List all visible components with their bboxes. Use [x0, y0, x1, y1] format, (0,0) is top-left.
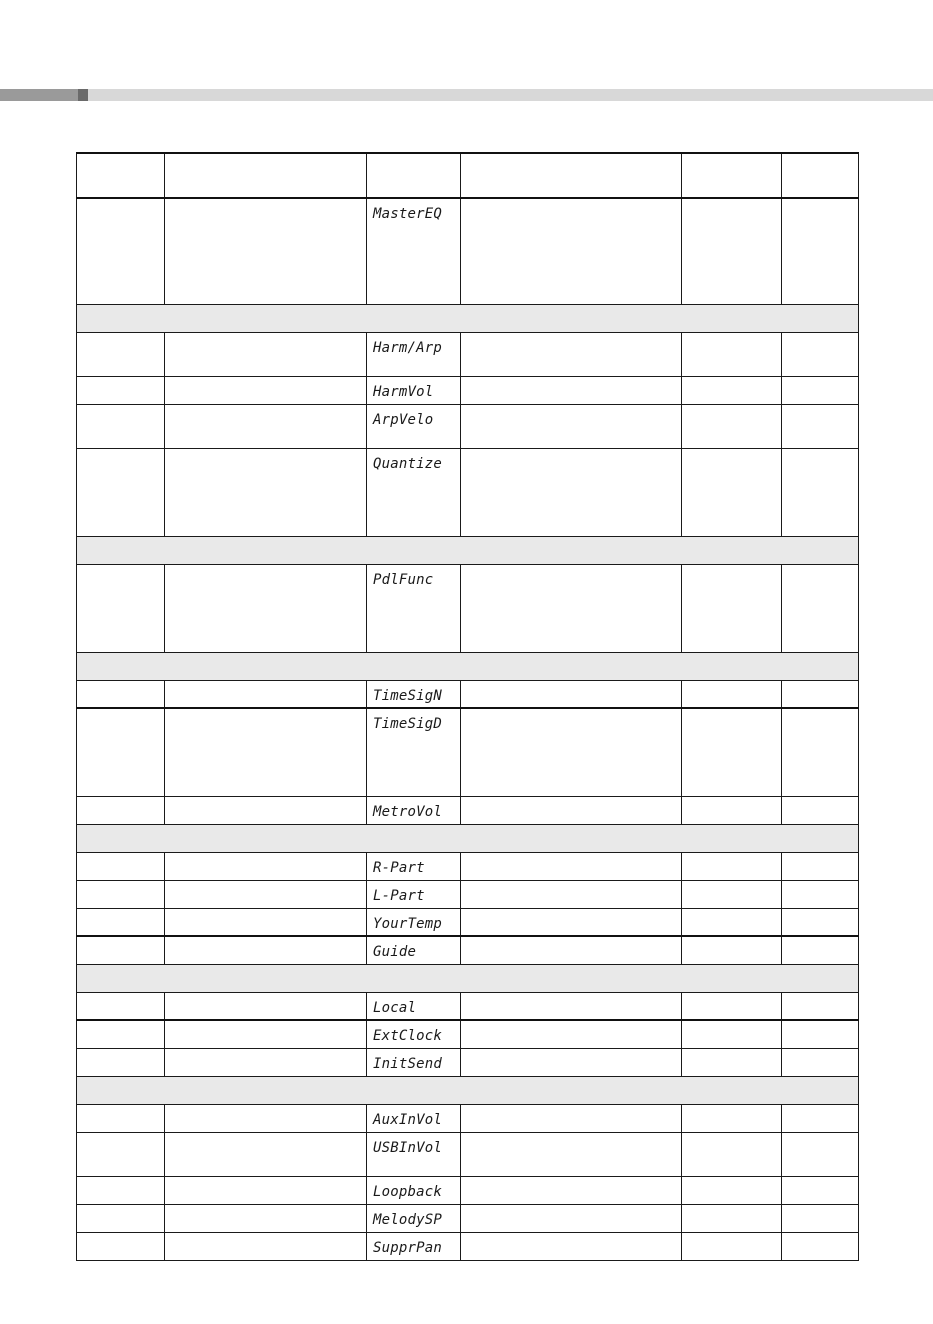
table-cell	[77, 708, 165, 796]
table-cell	[682, 880, 782, 908]
header-cell	[682, 153, 782, 198]
display-name-cell: SupprPan	[367, 1232, 461, 1260]
table-row	[77, 1104, 859, 1132]
table-row	[77, 1176, 859, 1204]
table-row	[77, 448, 859, 536]
table-cell	[461, 564, 682, 652]
section-header-cell	[77, 536, 859, 564]
table-cell	[682, 1020, 782, 1048]
table-cell	[782, 404, 859, 448]
table-cell	[77, 1048, 165, 1076]
table-row	[77, 564, 859, 652]
table-cell	[77, 1232, 165, 1260]
table-cell	[782, 992, 859, 1020]
function-parameter-table	[76, 152, 859, 1261]
section-header-row	[77, 536, 859, 564]
table-cell	[682, 796, 782, 824]
table-cell	[782, 908, 859, 936]
table-cell	[461, 198, 682, 304]
display-name-cell: ArpVelo	[367, 404, 461, 448]
table-cell	[782, 1048, 859, 1076]
page-header-bar	[0, 89, 933, 101]
table-cell	[461, 332, 682, 376]
table-row	[77, 1232, 859, 1260]
section-header-row	[77, 304, 859, 332]
table-cell	[165, 852, 367, 880]
display-name-cell: MelodySP	[367, 1204, 461, 1232]
table-cell	[682, 198, 782, 304]
table-row	[77, 1048, 859, 1076]
table-row	[77, 376, 859, 404]
table-row	[77, 1204, 859, 1232]
table-cell	[165, 1048, 367, 1076]
display-name-cell: Harm/Arp	[367, 332, 461, 376]
table-row	[77, 708, 859, 796]
header-bar-light-segment	[88, 89, 933, 101]
table-cell	[77, 1020, 165, 1048]
table-row	[77, 796, 859, 824]
display-name-cell: Guide	[367, 936, 461, 964]
table-cell	[682, 852, 782, 880]
header-bar-dark-segment	[0, 89, 78, 101]
table-cell	[165, 1204, 367, 1232]
table-cell	[461, 708, 682, 796]
table-cell	[782, 680, 859, 708]
table-cell	[77, 880, 165, 908]
table-cell	[782, 1020, 859, 1048]
header-cell	[782, 153, 859, 198]
table-cell	[461, 992, 682, 1020]
table-cell	[682, 1176, 782, 1204]
table-cell	[77, 376, 165, 404]
table-cell	[165, 1176, 367, 1204]
table-cell	[165, 1104, 367, 1132]
table-cell	[77, 1104, 165, 1132]
table-cell	[165, 680, 367, 708]
table-cell	[461, 880, 682, 908]
table-cell	[165, 332, 367, 376]
header-bar-marker	[78, 89, 88, 101]
table-cell	[77, 992, 165, 1020]
header-cell	[77, 153, 165, 198]
table-cell	[77, 564, 165, 652]
table-cell	[782, 1132, 859, 1176]
table-cell	[461, 1132, 682, 1176]
table-cell	[782, 564, 859, 652]
table-cell	[682, 1232, 782, 1260]
table-cell	[682, 1204, 782, 1232]
table-row	[77, 198, 859, 304]
table-cell	[682, 448, 782, 536]
table-cell	[782, 332, 859, 376]
table-cell	[77, 680, 165, 708]
table-row	[77, 332, 859, 376]
table-cell	[77, 198, 165, 304]
table-cell	[165, 198, 367, 304]
section-header-row	[77, 652, 859, 680]
table-cell	[77, 404, 165, 448]
display-name-cell: Local	[367, 992, 461, 1020]
header-cell	[367, 153, 461, 198]
display-name-cell: AuxInVol	[367, 1104, 461, 1132]
table-row	[77, 880, 859, 908]
table-cell	[782, 448, 859, 536]
table-cell	[461, 376, 682, 404]
table-cell	[77, 796, 165, 824]
display-name-cell: TimeSigD	[367, 708, 461, 796]
table-cell	[165, 1020, 367, 1048]
table-cell	[165, 936, 367, 964]
table-cell	[461, 404, 682, 448]
table-cell	[165, 708, 367, 796]
table-cell	[782, 198, 859, 304]
table-cell	[461, 796, 682, 824]
table-cell	[77, 1204, 165, 1232]
display-name-cell: MasterEQ	[367, 198, 461, 304]
display-name-cell: YourTemp	[367, 908, 461, 936]
table-cell	[682, 376, 782, 404]
section-header-row	[77, 1076, 859, 1104]
display-name-cell: Quantize	[367, 448, 461, 536]
display-name-cell: InitSend	[367, 1048, 461, 1076]
table-cell	[782, 852, 859, 880]
table-cell	[165, 880, 367, 908]
table-cell	[165, 1132, 367, 1176]
table-cell	[682, 1048, 782, 1076]
table-cell	[461, 448, 682, 536]
display-name-cell: PdlFunc	[367, 564, 461, 652]
table-row	[77, 1132, 859, 1176]
table-cell	[165, 404, 367, 448]
display-name-cell: ExtClock	[367, 1020, 461, 1048]
table-cell	[782, 1232, 859, 1260]
table-cell	[682, 936, 782, 964]
table-cell	[77, 852, 165, 880]
table-cell	[782, 936, 859, 964]
table-cell	[165, 992, 367, 1020]
table-cell	[682, 680, 782, 708]
table-cell	[461, 1204, 682, 1232]
table-cell	[682, 564, 782, 652]
table-row	[77, 404, 859, 448]
table-cell	[77, 332, 165, 376]
table-cell	[782, 1176, 859, 1204]
table-cell	[682, 708, 782, 796]
table-cell	[782, 708, 859, 796]
table-cell	[461, 908, 682, 936]
table-cell	[165, 796, 367, 824]
table-cell	[461, 1176, 682, 1204]
table-cell	[682, 1104, 782, 1132]
table-cell	[782, 1104, 859, 1132]
section-header-row	[77, 964, 859, 992]
header-cell	[461, 153, 682, 198]
table-cell	[165, 448, 367, 536]
table-cell	[461, 852, 682, 880]
table-cell	[77, 936, 165, 964]
display-name-cell: USBInVol	[367, 1132, 461, 1176]
section-header-cell	[77, 1076, 859, 1104]
table-cell	[682, 908, 782, 936]
table-row	[77, 1020, 859, 1048]
display-name-cell: HarmVol	[367, 376, 461, 404]
table-cell	[77, 448, 165, 536]
table-cell	[682, 332, 782, 376]
display-name-cell: L-Part	[367, 880, 461, 908]
table-cell	[461, 936, 682, 964]
table-cell	[782, 880, 859, 908]
table-row	[77, 908, 859, 936]
table-header-row	[77, 153, 859, 198]
table-cell	[77, 1176, 165, 1204]
display-name-cell: MetroVol	[367, 796, 461, 824]
table-row	[77, 680, 859, 708]
table-cell	[782, 376, 859, 404]
table-cell	[782, 796, 859, 824]
display-name-cell: Loopback	[367, 1176, 461, 1204]
section-header-cell	[77, 964, 859, 992]
table-cell	[461, 1020, 682, 1048]
table-body	[77, 198, 859, 1260]
display-name-cell: TimeSigN	[367, 680, 461, 708]
display-name-cell: R-Part	[367, 852, 461, 880]
header-cell	[165, 153, 367, 198]
table-cell	[682, 1132, 782, 1176]
table-cell	[682, 404, 782, 448]
table-cell	[165, 564, 367, 652]
table-cell	[77, 908, 165, 936]
table-cell	[165, 1232, 367, 1260]
table-cell	[165, 376, 367, 404]
table-row	[77, 852, 859, 880]
table-cell	[461, 1104, 682, 1132]
section-header-cell	[77, 824, 859, 852]
section-header-row	[77, 824, 859, 852]
table-cell	[682, 992, 782, 1020]
table-cell	[461, 1048, 682, 1076]
table-row	[77, 992, 859, 1020]
table-cell	[461, 1232, 682, 1260]
table-cell	[782, 1204, 859, 1232]
table-cell	[165, 908, 367, 936]
table-row	[77, 936, 859, 964]
section-header-cell	[77, 652, 859, 680]
table-cell	[77, 1132, 165, 1176]
section-header-cell	[77, 304, 859, 332]
table-cell	[461, 680, 682, 708]
